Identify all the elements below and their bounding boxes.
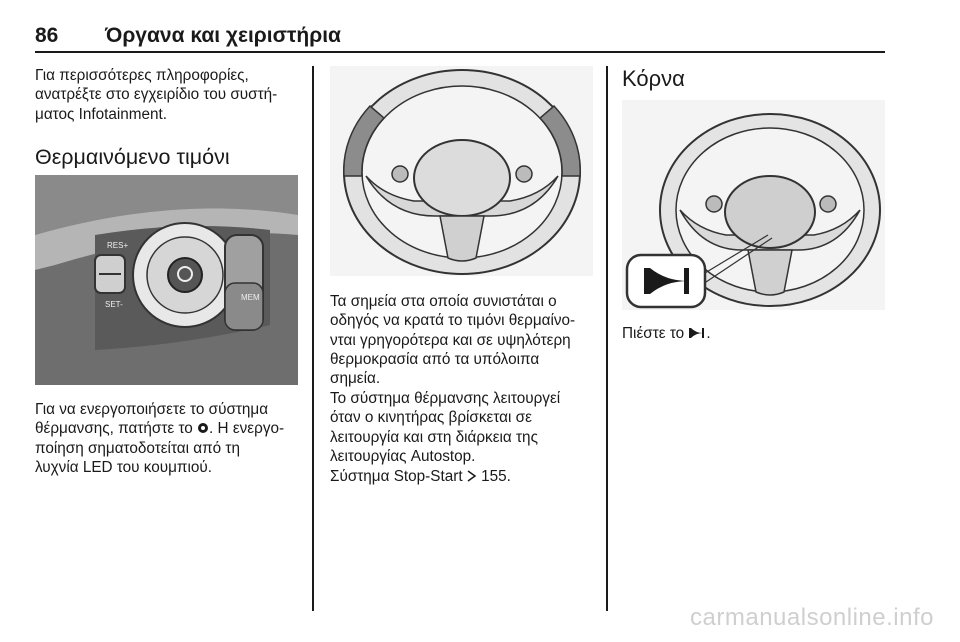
reference-paragraph [330, 467, 600, 486]
text-line: λειτουργία και στη διάρκεια της [330, 428, 538, 446]
text-line: Για περισσότερες πληροφορίες, [35, 67, 249, 84]
horn-figure [622, 100, 885, 310]
chapter-title: Όργανα και χειριστήρια [105, 24, 341, 47]
text-line: ανατρέξτε στο εγχειρίδιο του συστή- [35, 86, 278, 104]
text-fragment: . Η ενεργο- [209, 420, 285, 438]
text-line: λυχνία LED του κουμπιού. [35, 458, 212, 476]
section-title-heated-wheel: Θερμαινόμενο τιμόνι [35, 145, 230, 169]
watermark: carmanualsonline.info [690, 604, 934, 631]
heated-wheel-paragraph [35, 400, 305, 477]
text-fragment: Πιέστε το [622, 325, 689, 342]
text-line [622, 324, 892, 343]
page-reference-link[interactable]: 155. [481, 468, 511, 485]
steering-wheel-controls-figure [35, 175, 298, 385]
text-line: Το σύστημα θέρμανσης λειτουργεί [330, 390, 561, 407]
text-line: Για να ενεργοποιήσετε το σύστημα [35, 401, 269, 418]
intro-paragraph [35, 66, 305, 124]
page-header [35, 24, 885, 50]
text-fragment: . [706, 325, 711, 342]
text-line: ποίηση σηματοδοτείται από τη [35, 439, 240, 457]
controls-illustration [35, 175, 298, 385]
text-fragment: θέρμανσης, πατήστε το [35, 420, 198, 438]
reference-text: Σύστημα Stop-Start [330, 468, 463, 485]
page-reference-arrow-icon [467, 470, 477, 482]
horn-paragraph [622, 324, 892, 343]
page-number: 86 [35, 24, 59, 47]
section-title-horn: Κόρνα [622, 66, 685, 91]
heated-wheel-icon [197, 422, 209, 434]
horn-wheel-illustration [622, 100, 885, 310]
text-line: θερμοκρασία από τα υπόλοιπα [330, 350, 540, 368]
text-line: σημεία. [330, 370, 381, 388]
text-line: ματος Infotainment. [35, 105, 168, 123]
res-label: RES+ [107, 241, 129, 250]
set-label: SET- [105, 300, 123, 309]
text-line: όταν ο κινητήρας βρίσκεται σε [330, 409, 532, 427]
horn-icon [688, 327, 706, 339]
mem-label: MEM [241, 293, 260, 302]
column-divider-right [606, 66, 608, 611]
text-line: οδηγός να κρατά το τιμόνι θερμαίνο- [330, 312, 576, 330]
zones-paragraph [330, 292, 600, 388]
text-line: νται γρηγορότερα και σε υψηλότερη [330, 331, 571, 349]
header-rule [35, 51, 885, 53]
text-line [35, 419, 305, 438]
text-line: λειτουργίας Autostop. [330, 447, 476, 465]
column-divider-left [312, 66, 314, 611]
operation-paragraph [330, 389, 600, 466]
text-line: Τα σημεία στα οποία συνιστάται ο [330, 293, 557, 310]
wheel-illustration [330, 66, 593, 276]
text-line [330, 467, 600, 486]
heated-wheel-zones-figure [330, 66, 593, 276]
